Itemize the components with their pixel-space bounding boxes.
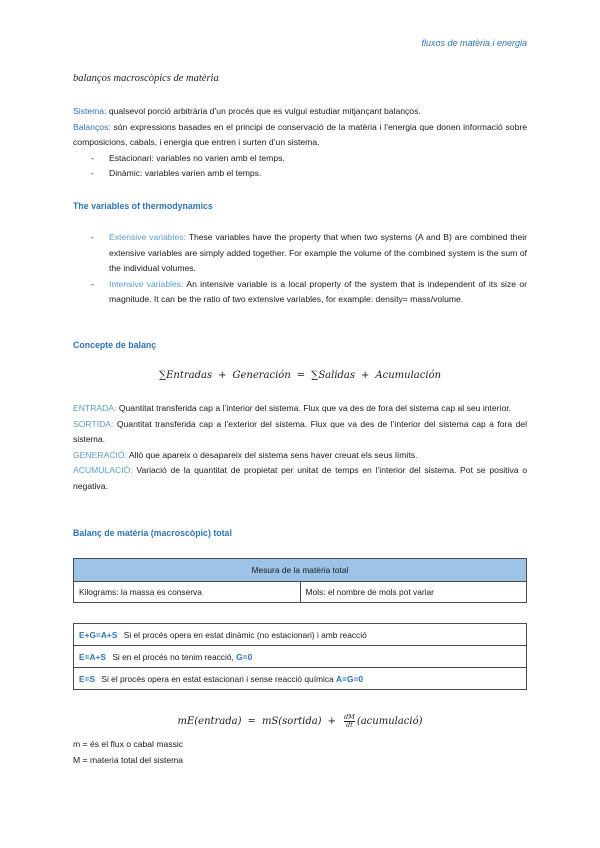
equation-text: Si el procés opera en estat dinàmic (no estacionari) i amb reacció [121, 629, 367, 640]
entrada-definition [73, 401, 527, 417]
extensive-label: Extensive variables: [109, 232, 186, 242]
terms-block [73, 401, 527, 494]
sortida-definition [73, 417, 527, 448]
list-item: - Estacionari: variables no varien amb el temps. [73, 151, 527, 167]
acumulacio-definition [73, 463, 527, 494]
balanc-heading: Concepte de balanç [73, 340, 157, 350]
list-item: - Dinàmic: variables varien amb el temps. [73, 166, 527, 182]
sortida-text: Quantitat transferida cap a l’exterior del sistema. Flux que va des de l’interior del sistema cap a fora del sistema. [73, 418, 527, 444]
definition-m: m = és el flux o cabal massic [73, 739, 184, 749]
sistema-text: qualsevol porció arbitrària d’un procés que es vulgui estudiar mitjançant balanços. [106, 106, 421, 116]
plus-sign: + [218, 370, 227, 381]
fraction-numerator: dM [343, 713, 355, 721]
equation-row [74, 624, 527, 646]
term-mS: mS(sortida) [261, 716, 322, 727]
document-title: balanços macroscòpics de matèria [73, 73, 219, 84]
intro-block [73, 104, 527, 182]
variables-list [73, 230, 527, 308]
equation-row [74, 668, 527, 690]
definitions-block [73, 737, 527, 768]
acumulacio-text: Variació de la quantitat de propietat per unitat de temps en l’interior del sistema. Pot se positiva o negativa. [73, 465, 527, 491]
equation-code: E=A+S [79, 651, 107, 662]
definition-M: M = materia total del sistema [73, 754, 184, 765]
term-generacion: Generación [232, 370, 291, 381]
equation-code: E+G=A+S [79, 629, 118, 640]
term-mE: mE(entrada) [177, 716, 242, 727]
entrada-label: ENTRADA: [73, 403, 117, 413]
fraction-denominator: dt [346, 721, 353, 729]
list-item [73, 277, 527, 308]
equation-condition: G=0 [236, 651, 253, 662]
list-item [73, 230, 527, 277]
generacio-definition [73, 448, 527, 464]
sistema-definition [73, 104, 527, 120]
equation-code: E=S [79, 673, 96, 684]
acumulacio-label: ACUMULACIÓ: [73, 465, 133, 475]
entrada-text: Quantitat transferida cap a l’interior del sistema. Flux que va des de fora del sistema cap al seu interior. [116, 403, 512, 413]
term-salidas: Salidas [318, 370, 356, 381]
term-acumulacio: (acumulació) [356, 716, 423, 727]
sortida-label: SORTIDA: [73, 418, 114, 429]
intensive-text: An intensive variable is a local property of the system that is independent of its size or magnitude. It can be the ratio of two extensive variables, for example: density= mass/volume. [109, 278, 527, 304]
mesura-table [73, 558, 527, 603]
equation-condition: A=G=0 [336, 673, 364, 684]
balancos-definition [73, 120, 527, 151]
term-entradas: Entradas [166, 370, 213, 381]
sum-symbol: ∑ [158, 370, 167, 381]
balance-equation [0, 370, 600, 381]
table-header: Mesura de la matèria total [74, 559, 527, 582]
state-list [73, 151, 527, 182]
equals-sign: = [247, 716, 256, 727]
mass-balance-formula [0, 714, 600, 729]
term-acumulacion: Acumulación [375, 370, 442, 381]
equation-text: Si el procés opera en estat estacionari i sense reacció química [99, 673, 337, 684]
equation-row [74, 646, 527, 668]
generacio-label: GENERACIÓ: [73, 449, 127, 460]
thermo-heading: The variables of thermodynamics [73, 201, 213, 211]
table-cell-mols: Mols: el nombre de mols pot variar [300, 582, 527, 603]
materia-heading: Balanç de matèria (macroscòpic) total [73, 528, 232, 538]
plus-sign: + [361, 370, 370, 381]
generacio-text: Allò que apareix o desapareix del sistema sens haver creuat els seus límits. [126, 449, 418, 460]
intensive-label: Intensive variables: [109, 278, 184, 289]
sum-symbol: ∑ [311, 370, 319, 381]
equals-sign: = [296, 370, 306, 381]
equations-table [73, 623, 527, 690]
thermo-block [73, 230, 527, 308]
balancos-text: són expressions basades en el principi de conservació de la matèria i l’energia que donen informació sobre composicions, cabals, i energia que entren i surten d’un sistema. [73, 121, 527, 147]
plus-sign: + [327, 716, 336, 727]
running-header: fluxos de matèria i energia [421, 38, 527, 48]
derivative-fraction [344, 714, 355, 729]
extensive-text: These variables have the property that when two systems (A and B) are combined their extensive variables are simply added together. For example the volume of the combined system is the sum of the individual volumes. [109, 232, 527, 273]
sistema-label: Sistema: [73, 106, 107, 116]
table-cell-kilograms: Kilograms: la massa es conserva [74, 582, 301, 603]
equation-text: Si en el procés no tenim reacció, [110, 651, 237, 662]
balancos-label: Balanços: [73, 121, 111, 132]
